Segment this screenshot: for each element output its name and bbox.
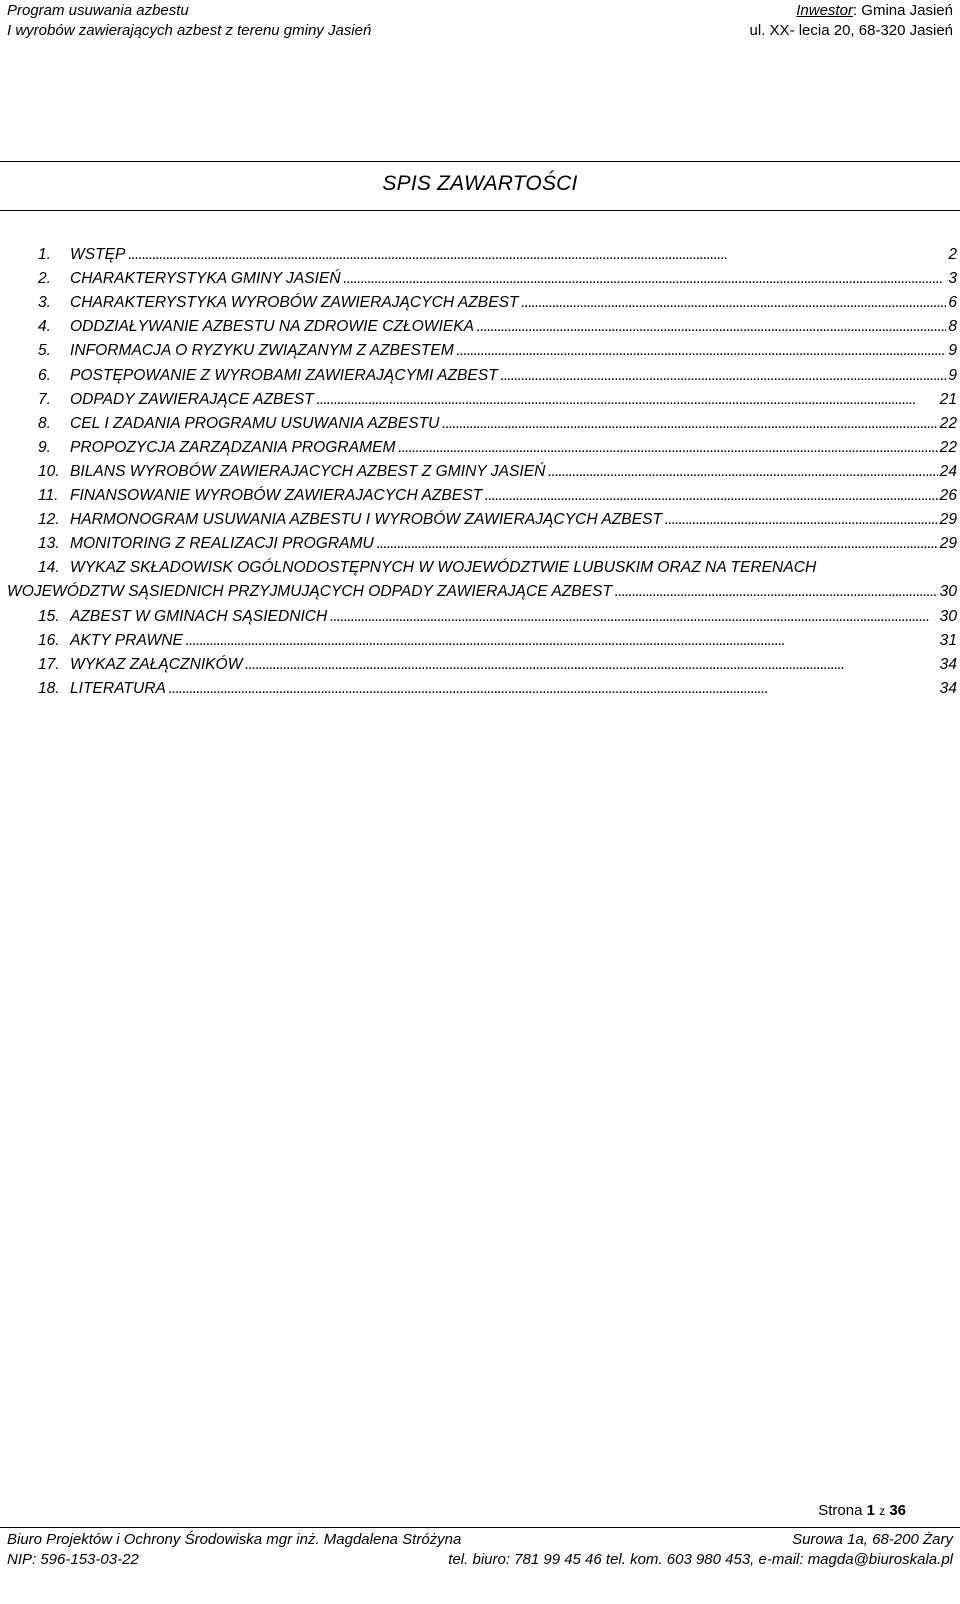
toc-entry-leader <box>441 415 937 433</box>
toc-entry[interactable] <box>7 457 957 481</box>
toc-entry[interactable] <box>7 529 957 553</box>
toc-entry-page: 9 <box>948 342 957 360</box>
toc-entry-label: CHARAKTERYSTYKA GMINY JASIEŃ <box>70 270 341 288</box>
toc-entry-leader <box>316 391 938 409</box>
toc-entry[interactable] <box>7 385 957 409</box>
toc-entry-label: LITERATURA <box>70 679 166 697</box>
toc-entry-page: 8 <box>948 318 957 336</box>
toc-entry[interactable] <box>7 601 957 625</box>
toc-entry[interactable] <box>7 650 957 674</box>
header-investor <box>796 2 953 19</box>
toc-entry-label: WYKAZ SKŁADOWISK OGÓLNODOSTĘPNYCH W WOJEWÓDZTWIE LUBUSKIM ORAZ NA TERENACH <box>70 559 817 577</box>
toc-entry-number: 2. <box>38 270 52 288</box>
toc-entry-label: WYKAZ ZAŁĄCZNIKÓW <box>70 655 243 673</box>
toc-entry-leader <box>614 583 938 601</box>
page-number-current: 1 <box>866 1502 875 1519</box>
toc-entry-label: POSTĘPOWANIE Z WYROBAMI ZAWIERAJĄCYMI AZBEST <box>70 366 498 384</box>
toc-entry-label: ODDZIAŁYWANIE AZBESTU NA ZDROWIE CZŁOWIEKA <box>70 318 475 336</box>
page-number-total: 36 <box>889 1502 906 1519</box>
page-number-sep: z <box>879 1504 886 1518</box>
toc-entry-number: 7. <box>38 390 52 408</box>
toc-entry-leader <box>376 535 938 553</box>
toc-entry[interactable] <box>7 360 957 384</box>
footer-company: Biuro Projektów i Ochrony Środowiska mgr inż. Magdalena Stróżyna <box>7 1530 462 1548</box>
toc-entry-leader <box>244 656 937 674</box>
footer-contact: tel. biuro: 781 99 45 46 tel. kom. 603 980 453, e-mail: magda@biuroskala.pl <box>448 1550 953 1568</box>
toc-entry-page: 31 <box>939 631 957 649</box>
toc-entry-page: 22 <box>939 438 957 456</box>
toc-entry-label: AKTY PRAWNE <box>70 631 183 649</box>
divider-top <box>0 161 960 162</box>
footer-nip: NIP: 596-153-03-22 <box>7 1550 139 1568</box>
toc-entry-page: 6 <box>948 294 957 312</box>
footer-address: Surowa 1a, 68-200 Żary <box>792 1530 953 1548</box>
page-number <box>818 1502 906 1519</box>
toc-entry-number: 9. <box>38 438 52 456</box>
toc-entry-label-continued: WOJEWÓDZTW SĄSIEDNICH PRZYJMUJĄCYCH ODPADY ZAWIERAJĄCE AZBEST <box>7 583 613 601</box>
toc-entry-number: 17. <box>38 655 60 673</box>
toc-entry-number: 4. <box>38 318 52 336</box>
toc-entry-number: 6. <box>38 366 52 384</box>
toc-entry[interactable] <box>7 674 957 698</box>
toc-entry[interactable] <box>7 553 957 577</box>
toc-entry-label: AZBEST W GMINACH SĄSIEDNICH <box>70 607 328 625</box>
toc-entry-leader <box>664 511 938 529</box>
toc-entry-leader <box>456 342 947 360</box>
toc-entry-leader <box>484 487 938 505</box>
toc-entry[interactable] <box>7 626 957 650</box>
footer-line-1 <box>7 1528 953 1550</box>
toc-entry[interactable] <box>7 288 957 312</box>
toc-entry-number: 1. <box>38 246 52 264</box>
toc-entry-number: 10. <box>38 462 60 480</box>
toc-entry-number: 16. <box>38 631 60 649</box>
toc-entry[interactable] <box>7 240 957 264</box>
toc-entry-leader <box>343 270 947 288</box>
toc-entry-label: CHARAKTERYSTYKA WYROBÓW ZAWIERAJĄCYCH AZBEST <box>70 294 519 312</box>
toc-entry-label: FINANSOWANIE WYROBÓW ZAWIERAJACYCH AZBEST <box>70 487 483 505</box>
toc-entry-number: 3. <box>38 294 52 312</box>
toc-entry-page: 29 <box>939 511 957 529</box>
footer-line-2 <box>7 1548 953 1570</box>
toc-entry-number: 13. <box>38 535 60 553</box>
toc-entry-leader <box>127 246 946 264</box>
toc-entry-page: 26 <box>939 487 957 505</box>
toc-entry-label: WSTĘP <box>70 246 126 264</box>
toc-entry[interactable] <box>7 336 957 360</box>
toc-entry[interactable] <box>7 312 957 336</box>
toc-entry-leader <box>329 608 937 626</box>
toc-entry-leader <box>476 318 946 336</box>
page-number-prefix: Strona <box>818 1502 863 1519</box>
toc-entry[interactable] <box>7 409 957 433</box>
toc-entry-page: 34 <box>939 679 957 697</box>
toc-entry-label: ODPADY ZAWIERAJĄCE AZBEST <box>70 390 314 408</box>
toc-title: SPIS ZAWARTOŚCI <box>382 172 578 195</box>
toc-entry-leader <box>397 439 937 457</box>
toc-entry-leader <box>185 632 938 650</box>
toc-entry-number: 8. <box>38 414 52 432</box>
header-investor-name: : Gmina Jasień <box>852 1 953 19</box>
toc-entry-leader <box>521 294 947 312</box>
header-program-title: Program usuwania azbestu <box>7 1 189 19</box>
toc-entry-page: 34 <box>939 655 957 673</box>
toc-entry-label: BILANS WYROBÓW ZAWIERAJACYCH AZBEST Z GMINY JASIEŃ <box>70 462 546 480</box>
toc-entry-label: HARMONOGRAM USUWANIA AZBESTU I WYROBÓW ZAWIERAJĄCYCH AZBEST <box>70 511 663 529</box>
toc-entry-continuation[interactable] <box>7 577 957 601</box>
header-investor-label: Inwestor <box>796 1 853 19</box>
toc-entry-page: 2 <box>948 246 957 264</box>
toc-entry-number: 15. <box>38 607 60 625</box>
header-program-subtitle: I wyrobów zawierających azbest z terenu gminy Jasień <box>7 21 372 39</box>
toc-entry-label: CEL I ZADANIA PROGRAMU USUWANIA AZBESTU <box>70 414 440 432</box>
toc-entry-label: PROPOZYCJA ZARZĄDZANIA PROGRAMEM <box>70 438 396 456</box>
toc-entry[interactable] <box>7 433 957 457</box>
toc-entry-number: 18. <box>38 679 60 697</box>
toc-entry-page: 30 <box>939 607 957 625</box>
toc-entry-number: 12. <box>38 511 60 529</box>
header-line-1 <box>7 0 953 20</box>
divider-title <box>0 210 960 211</box>
toc-entry[interactable] <box>7 481 957 505</box>
toc-entry-page: 21 <box>939 390 957 408</box>
toc-entry-page: 9 <box>948 366 957 384</box>
toc-entry-label: INFORMACJA O RYZYKU ZWIĄZANYM Z AZBESTEM <box>70 342 454 360</box>
toc-entry-page: 30 <box>939 583 957 601</box>
toc-entry[interactable] <box>7 264 957 288</box>
table-of-contents <box>7 240 957 698</box>
toc-entry[interactable] <box>7 505 957 529</box>
toc-entry-number: 11. <box>38 487 59 505</box>
toc-entry-leader <box>168 680 938 698</box>
toc-entry-page: 3 <box>948 270 957 288</box>
toc-entry-page: 29 <box>939 535 957 553</box>
toc-entry-label: MONITORING Z REALIZACJI PROGRAMU <box>70 535 374 553</box>
header-investor-address: ul. XX- lecia 20, 68-320 Jasień <box>749 21 953 39</box>
toc-entry-number: 5. <box>38 342 52 360</box>
toc-entry-page: 24 <box>939 462 957 480</box>
toc-entry-page: 22 <box>939 414 957 432</box>
toc-entry-leader <box>500 367 947 385</box>
toc-entry-number: 14. <box>38 559 60 577</box>
header-line-2 <box>7 20 953 40</box>
toc-entry-leader <box>547 463 937 481</box>
